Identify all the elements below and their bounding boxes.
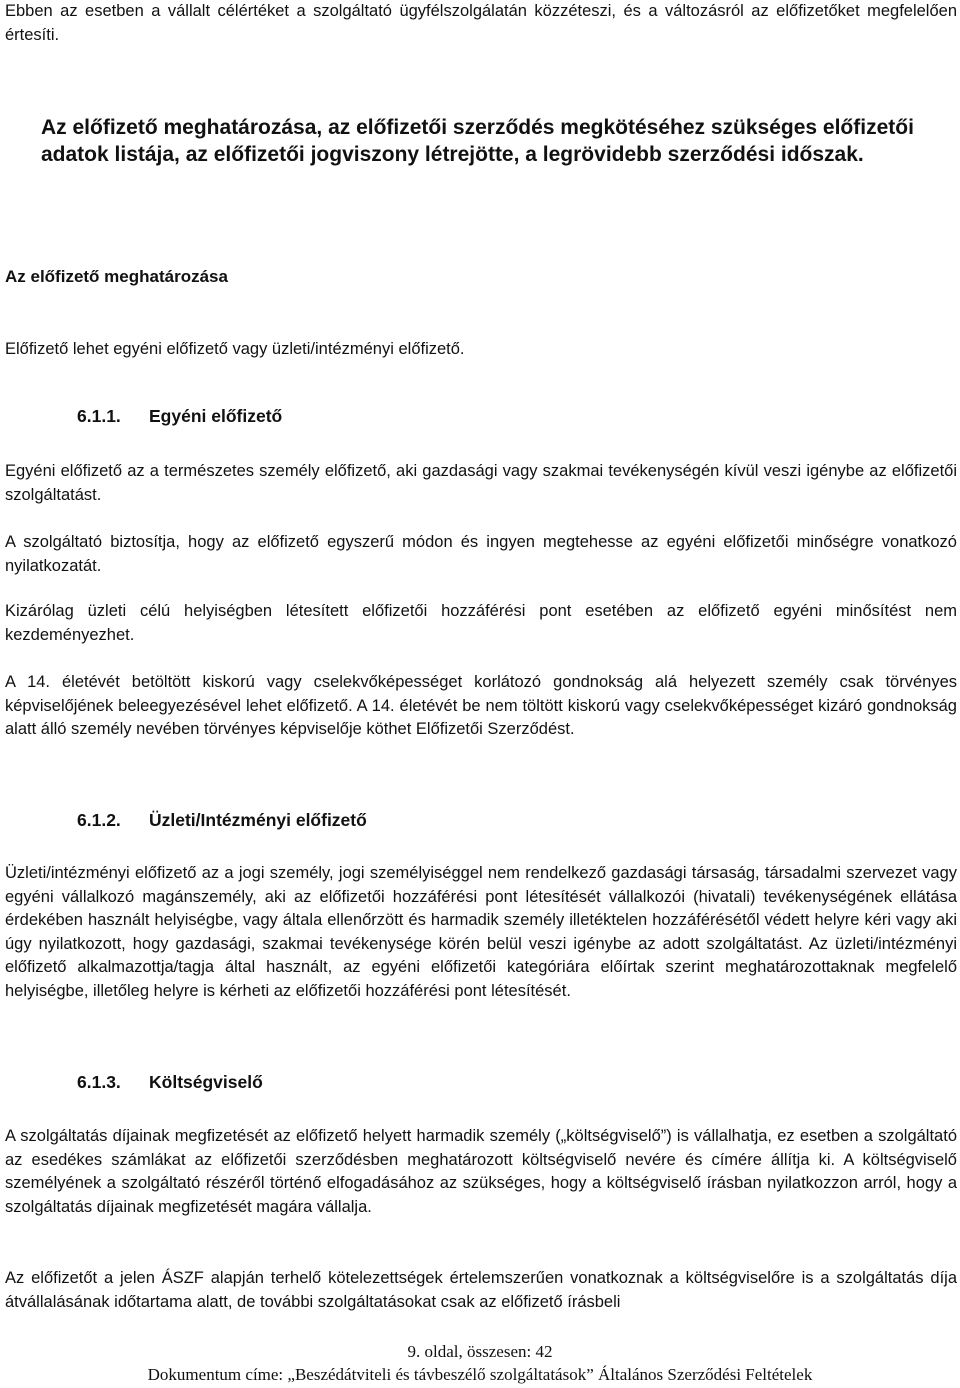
section-6-heading [5, 114, 957, 168]
section-613-paragraph-2: Az előfizetőt a jelen ÁSZF alapján terhelő kötelezettségek értelemszerűen vonatkoznak a költségviselőre is a szolgáltatás díja átvállalásának időtartama alatt, de további szolgáltatásokat csak az előfizető írásbeli [5, 1269, 957, 1311]
section-613-paragraph-1: A szolgáltatás díjainak megfizetését az előfizető helyett harmadik személy („költségviselő”) is vállalhatja, ez esetben a szolgáltató az esedékes számlákat az előfizetői szerződésben meghatározott költségviselő nevére és címére állítja ki. A költségviselő személyének a szolgáltató részéről történő elfogadásához az szükséges, hogy a költségviselő írásban nyilatkozzon arról, hogy a szolgáltatás díjainak megfizetését magára vállalja. [5, 1127, 957, 1216]
section-612-heading [77, 810, 367, 831]
section-611-title: Egyéni előfizető [149, 406, 283, 426]
subheading-paragraph: Előfizető lehet egyéni előfizető vagy üzleti/intézményi előfizető. [5, 340, 465, 358]
section-612-paragraph-1: Üzleti/intézményi előfizető az a jogi személy, jogi személyiséggel nem rendelkező gazdasági társaság, társadalmi szervezet vagy egyéni vállalkozó magánszemély, aki az előfizetői hozzáférési pont létesítését vállalkozói (hivatali) tevékenységének ellátása érdekében használt helyiségbe, vagy általa ellenőrzött és harmadik személy illetéktelen hozzáférésétől védett helyre kéri vagy aki úgy nyilatkozott, hogy gazdasági, szakmai tevékenysége körén belül veszi igénybe az adott szolgáltatást. Az üzleti/intézményi előfizető alkalmazottja/tagja által használt, az egyéni előfizetői kategóriára előírtak szerint meghatározottaknak megfelelő helyiségbe, illetőleg helyre is kérheti az előfizetői hozzáférési pont létesítését. [5, 864, 957, 1000]
section-613-heading [77, 1072, 263, 1093]
section-6-number [5, 114, 41, 141]
section-611-number: 6.1.1. [77, 406, 121, 426]
section-611-paragraph-2: A szolgáltató biztosítja, hogy az előfizető egyszerű módon és ingyen megtehesse az egyéni előfizetői minőségre vonatkozó nyilatkozatát. [5, 533, 957, 575]
section-612-title: Üzleti/Intézményi előfizető [149, 810, 367, 830]
section-611-heading [77, 406, 282, 427]
section-611-paragraph-1: Egyéni előfizető az a természetes személy előfizető, aki gazdasági vagy szakmai tevékenységén kívül veszi igénybe az előfizetői szolgáltatást. [5, 462, 957, 504]
section-611-paragraph-3: Kizárólag üzleti célú helyiségben létesített előfizetői hozzáférési pont esetében az előfizető egyéni minősítést nem kezdeményezhet. [5, 602, 957, 644]
intro-paragraph: Ebben az esetben a vállalt célértéket a szolgáltató ügyfélszolgálatán közzéteszi, és a változásról az előfizetőket megfelelően értesíti. [5, 2, 957, 44]
section-6-title: Az előfizető meghatározása, az előfizetői szerződés megkötéséhez szükséges előfizetői adatok listája, az előfizetői jogviszony létrejötte, a legrövidebb szerződési időszak. [41, 116, 914, 166]
section-611-paragraph-4: A 14. életévét betöltött kiskorú vagy cselekvőképességet korlátozó gondnokság alá helyezett személy csak törvényes képviselőjének beleegyezésével lehet előfizető. A 14. életévét be nem töltött kiskorú vagy cselekvőképességet kizáró gondnokság alatt álló személy nevében törvényes képviselője köthet Előfizetői Szerződést. [5, 673, 957, 738]
footer-page-number: 9. oldal, összesen: 42 [407, 1342, 553, 1361]
section-612-number: 6.1.2. [77, 810, 121, 830]
footer-document-title: Dokumentum címe: „Beszédátviteli és távbeszélő szolgáltatások” Általános Szerződési Feltételek [147, 1365, 813, 1384]
section-613-number: 6.1.3. [77, 1072, 121, 1092]
subheading-elofizeto-meghatarozasa: Az előfizető meghatározása [5, 267, 228, 286]
section-613-title: Költségviselő [149, 1072, 263, 1092]
